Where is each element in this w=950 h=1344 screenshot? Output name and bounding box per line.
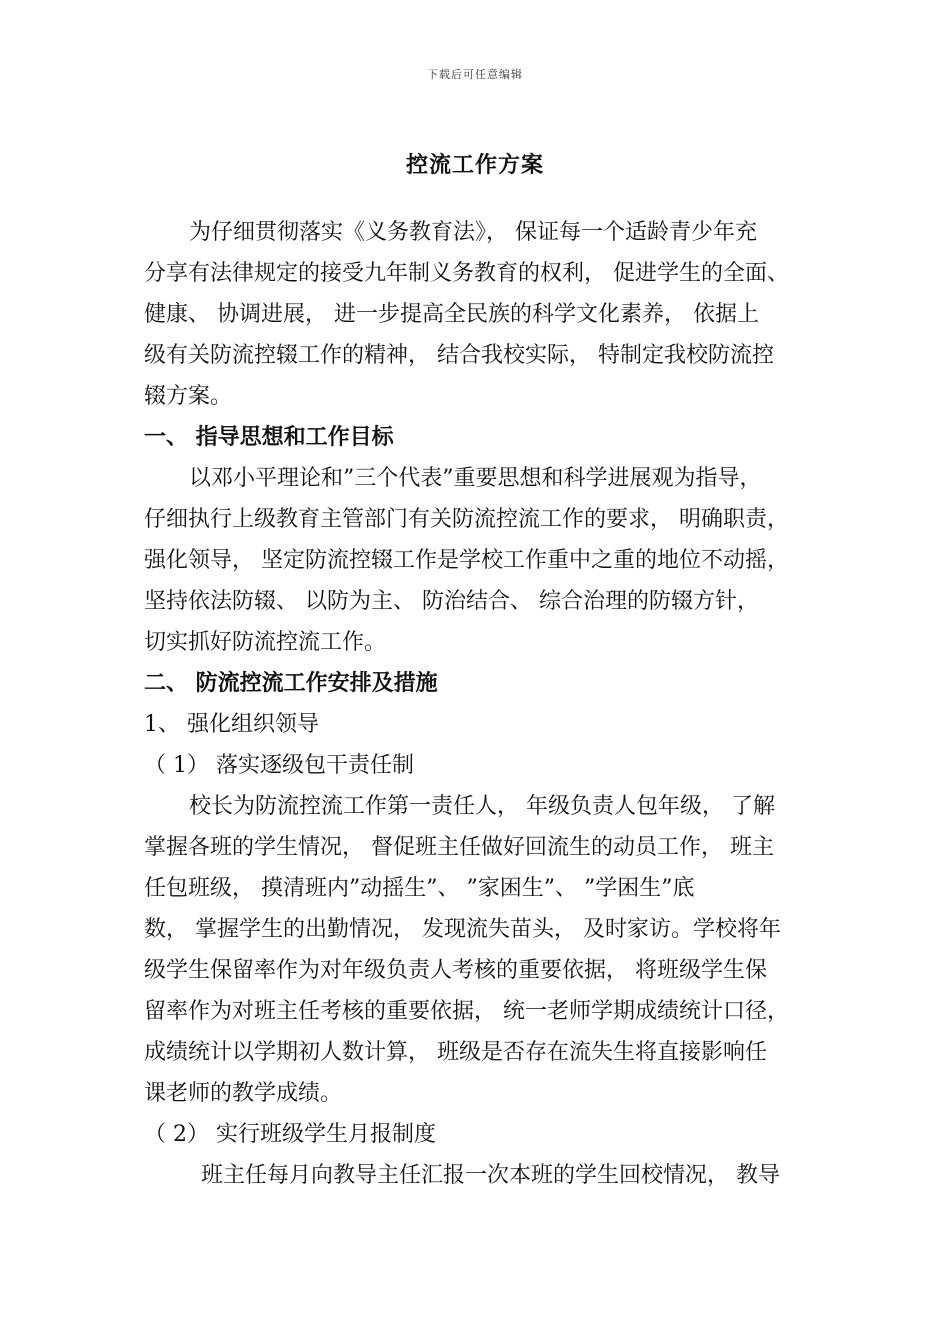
paragraph-line: 级学生保留率作为对年级负责人考核的重要依据， 将班级学生保 bbox=[144, 958, 767, 983]
paragraph-line: 级有关防流控辍工作的精神， 结合我校实际， 特制定我校防流控 bbox=[144, 343, 774, 368]
paragraph-line: 仔细执行上级教育主管部门有关防流控流工作的要求， 明确职责， bbox=[144, 507, 789, 532]
paragraph-line: 强化领导， 坚定防流控辍工作是学校工作重中之重的地位不动摇， bbox=[144, 548, 789, 573]
section-heading: 一、 指导思想和工作目标 bbox=[144, 425, 394, 450]
paragraph-line: 切实抓好防流控流工作。 bbox=[144, 630, 387, 655]
document-title: 控流工作方案 bbox=[405, 153, 544, 178]
paragraph-line: 课老师的教学成绩。 bbox=[144, 1081, 343, 1106]
paragraph-line: 掌握各班的学生情况， 督促班主任做好回流生的动员工作， 班主 bbox=[144, 835, 774, 860]
section-heading: 二、 防流控流工作安排及措施 bbox=[144, 671, 438, 696]
paragraph-line: （ 1） 落实逐级包干责任制 bbox=[144, 753, 414, 778]
paragraph-line: 辍方案。 bbox=[144, 384, 233, 409]
paragraph-line: 留率作为对班主任考核的重要依据， 统一老师学期成绩统计口径， bbox=[144, 999, 789, 1024]
paragraph-line: 分享有法律规定的接受九年制义务教育的权利， 促进学生的全面、 bbox=[144, 261, 789, 286]
paragraph-line: 为仔细贯彻落实《义务教育法》， 保证每一个适龄青少年充 bbox=[189, 220, 757, 245]
paragraph-line: （ 2） 实行班级学生月报制度 bbox=[144, 1122, 436, 1147]
paragraph-line: 数， 掌握学生的出勤情况， 发现流失苗头， 及时家访。学校将年 bbox=[144, 917, 781, 942]
paragraph-line: 任包班级， 摸清班内”动摇生”、 ”家困生”、 ”学困生”底 bbox=[144, 876, 695, 901]
paragraph-line: 校长为防流控流工作第一责任人， 年级负责人包年级， 了解 bbox=[189, 794, 775, 819]
paragraph-line: 坚持依法防辍、 以防为主、 防治结合、 综合治理的防辍方针， bbox=[144, 589, 759, 614]
document-body bbox=[144, 212, 814, 1196]
paragraph-line: 健康、 协调进展， 进一步提高全民族的科学文化素养， 依据上 bbox=[144, 302, 759, 327]
paragraph-line: 班主任每月向教导主任汇报一次本班的学生回校情况， 教导 bbox=[201, 1163, 780, 1188]
paragraph-line: 以邓小平理论和”三个代表”重要思想和科学进展观为指导， bbox=[189, 466, 762, 491]
paragraph-line: 1、 强化组织领导 bbox=[144, 712, 319, 737]
header-note: 下载后可任意编辑 bbox=[427, 68, 523, 81]
paragraph-line: 成绩统计以学期初人数计算， 班级是否存在流失生将直接影响任 bbox=[144, 1040, 767, 1065]
